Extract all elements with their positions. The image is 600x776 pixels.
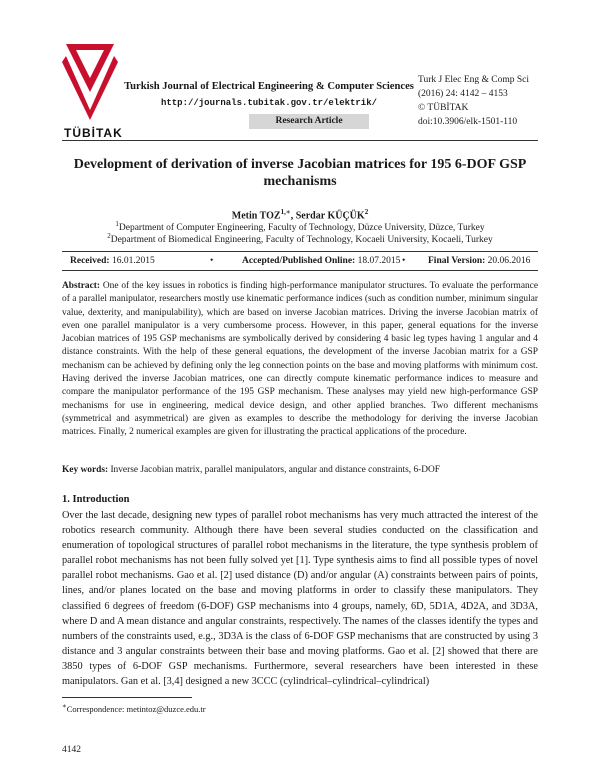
author-2: , Serdar KÜÇÜK	[290, 210, 365, 222]
author-1-sup: 1,∗	[280, 208, 291, 216]
citation-line: Turk J Elec Eng & Comp Sci	[418, 75, 530, 85]
author-1: Metin TOZ	[231, 210, 281, 222]
received-date: Received: 16.01.2015	[70, 256, 155, 266]
final-date: Final Version: 20.06.2016	[428, 256, 531, 266]
keywords	[62, 465, 538, 475]
affiliation-2: $^2$Department of Biomedical Engineering, Faculty of Technology, Kocaeli University, Kocaeli, Turkey	[107, 232, 493, 246]
author-2-sup: 2	[364, 208, 369, 216]
date-bullet: •	[210, 256, 214, 266]
tubitak-logo	[62, 40, 122, 140]
abstract-label: Abstract:	[62, 281, 101, 291]
footnote-divider	[62, 697, 192, 698]
journal-name: Turkish Journal of Electrical Engineering & Computer Sciences	[124, 81, 414, 92]
correspondence-footnote: ∗Correspondence: metintoz@duzce.edu.tr	[62, 702, 206, 714]
accepted-date: Accepted/Published Online: 18.07.2015	[242, 256, 401, 266]
keywords-text: Inverse Jacobian matrix, parallel manipulators, angular and distance constraints, 6-DOF	[110, 465, 441, 475]
keywords-label: Key words:	[62, 465, 109, 475]
header-divider	[62, 140, 538, 141]
journal-url[interactable]: http://journals.tubitak.gov.tr/elektrik/	[160, 98, 378, 108]
logo-wordmark: TÜBİTAK	[64, 126, 123, 140]
section-heading: 1. Introduction	[62, 494, 130, 505]
dates-bottom-divider	[62, 270, 538, 271]
page-number: 4142	[62, 745, 81, 755]
section-body: Over the last decade, designing new types of parallel robot mechanisms has very much attracted the interest of the robotics research community. Although there have been several studies conducted on the classification and enumeration of topological structures of parallel robot mechanisms in the literature, the type synthesis problem of parallel robot mechanisms has not been fully solved yet [1]. Type synthesis aims to find all possible types of novel parallel robot mechanisms. Gao et al. [2] used distance (D) and/or angular (A) constraints between pairs of points, lines, and/or planes located on the base and moving platforms in order to classify these manipulators. They classified 6 degrees of freedom (6-DOF) GSP mechanisms into 4 groups, namely, 6D, 5D1A, 4D2A, and 3D3A, where D and A mean distance and angular constraints, respectively. The names of the classes identify the types and numbers of the constraints used, e.g., 3D3A is the class of 6-DOF GSP mechanisms that are constructed by using 3 distance and 3 angular constraints between their base and moving platforms. Gao et al. [2] showed that there are 3850 types of 6-DOF GSP mechanisms. Furthermore, several researchers have been interested in these manipulators. Gan et al. [3,4] designed a new 3CCC (cylindrical–cylindrical–cylindrical)	[62, 510, 538, 688]
abstract-text: One of the key issues in robotics is finding high-performance manipulator structures. To evaluate the performance of a parallel manipulator, researchers mostly use kinematic performance indices (such as condition number, minimum singular value, dexterity, and manipulability), which are based on inverse Jacobian matrices. Driving the inverse Jacobian matrix of even one parallel manipulator is a very cumbersome process. However, in this paper, general equations for the inverse Jacobian matrices of 195 GSP mechanisms are symbolically derived by considering 4 basic leg types having 1 angular and 4 distance constraints. With the help of these general equations, the development of the inverse Jacobian matrix for a GSP mechanism can be achieved by defining only the leg connection points on the base and moving platforms with minimum cost. Having derived the inverse Jacobian matrices, one can directly compute kinematic performance indices to measure and compare the manipulator performance of the 195 GSP mechanism. These analyses may yield new high-performance GSP mechanisms for use in engineering, medical device design, and other applied branches. Two different mechanisms (symmetrical and asymmetrical) are given as examples to describe the methodology for deriving the inverse Jacobian matrices. Finally, 2 numerical examples are given for illustrating the practical applications of the procedure.	[62, 281, 538, 438]
article-type-badge: Research Article	[249, 114, 369, 129]
tubitak-emblem-icon	[62, 40, 118, 124]
dates-row	[62, 256, 538, 268]
citation-block	[418, 73, 568, 129]
paper-title: Development of derivation of inverse Jacobian matrices for 195 6-DOF GSP mechanisms	[73, 157, 527, 189]
abstract	[62, 280, 538, 440]
citation-line: © TÜBİTAK	[418, 103, 469, 113]
affiliation-1: $^1$Department of Computer Engineering, Faculty of Technology, Düzce University, Düzce, Turkey	[115, 220, 485, 234]
doi-link[interactable]: doi:10.3906/elk-1501-110	[418, 117, 518, 127]
journal-title-block	[124, 81, 414, 129]
date-bullet: •	[402, 256, 406, 266]
citation-line: (2016) 24: 4142 – 4153	[418, 89, 508, 99]
dates-top-divider	[62, 251, 538, 252]
